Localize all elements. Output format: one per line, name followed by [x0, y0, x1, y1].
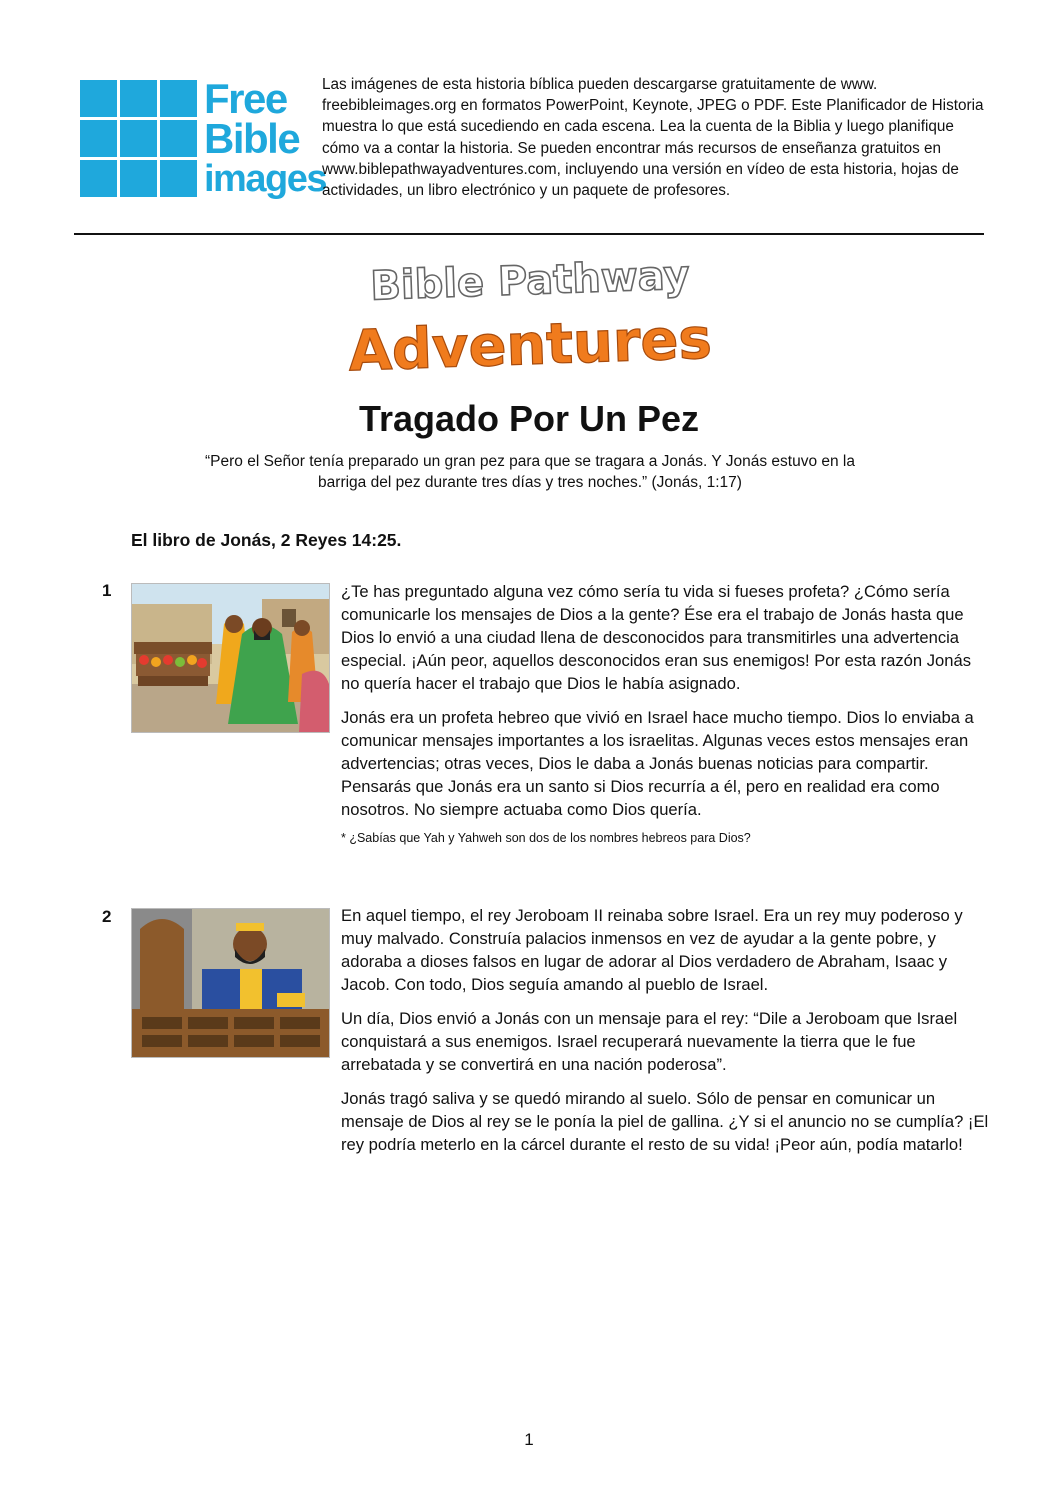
page-title: Tragado Por Un Pez	[358, 398, 700, 439]
scene-1-text	[341, 580, 991, 845]
page-number: 1	[524, 1430, 534, 1449]
logo-word-2: Bible	[204, 115, 300, 162]
scene-2-paragraph: Un día, Dios envió a Jonás con un mensaje para el rey: “Dile a Jeroboam que Israel conquistará a sus enemigos. Israel recuperará nuevamente la tierra que le fue arrebatada y se convertirá en una nación poderosa”.	[341, 1009, 958, 1074]
logo-word-3: images	[204, 158, 326, 200]
scene-2-paragraph: Jonás tragó saliva y se quedó mirando al suelo. Sólo de pensar en comunicar un mensaje de Dios al rey se le ponía la piel de gallina. ¿Y si el anuncio no se cumplía? ¡El rey podría meterlo en la cárcel durante el resto de su vida! ¡Peor aún, podía matarlo!	[341, 1089, 989, 1154]
scene-1-note: * ¿Sabías que Yah y Yahweh son dos de los nombres hebreos para Dios?	[341, 831, 751, 845]
intro-text: Las imágenes de esta historia bíblica pueden descargarse gratuitamente de www. freebibleimages.org en formatos PowerPoint, Keynote, JPEG o PDF. Este Planificador de Historia muestra lo que está sucediendo en cada escena. Lea la cuenta de la Biblia y luego planifique cómo va a contar la historia. Se pueden encontrar más recursos de enseñanza gratuitos en www.biblepathwayadventures.com, incluyendo una versión en vídeo de esta historia, hojas de actividades, un libro electrónico y un paquete de profesores.	[322, 76, 984, 200]
scripture-reference: El libro de Jonás, 2 Reyes 14:25.	[131, 530, 402, 550]
header-divider	[74, 233, 984, 235]
brand-line-1: Bible Pathway	[369, 252, 691, 310]
logo-word-1: Free	[204, 75, 287, 122]
scene-1-illustration	[131, 583, 330, 733]
scene-1-paragraph: Jonás era un profeta hebreo que vivió en Israel hace mucho tiempo. Dios lo enviaba a comunicar mensajes importantes a los israelitas. Algunas veces estos mensajes eran advertencias; otras veces, Dios le daba a Jonás buenas noticias para compartir. Pensarás que Jonás era un santo si Dios recurría a él, pero en realidad era como nosotros. No siempre actuaba como Dios quería.	[341, 708, 974, 819]
scene-number: 1	[102, 581, 112, 600]
scene-1-paragraph: ¿Te has preguntado alguna vez cómo sería tu vida si fueses profeta? ¿Cómo sería comunicarle los mensajes de Dios a la gente? Ése era el trabajo de Jonás hasta que Dios lo envió a una ciudad llena de desconocidos para transmitirles una advertencia especial. ¡Aún peor, aquellos desconocidos eran sus enemigos! Por esta razón Jonás no quería hacer el trabajo que Dios le había asignado.	[341, 582, 972, 693]
brand-line-2: Adventures	[347, 306, 713, 384]
scene-2-paragraph: En aquel tiempo, el rey Jeroboam II reinaba sobre Israel. Era un rey muy poderoso y muy malvado. Construía palacios inmensos en vez de ayudar a la gente pobre, y adoraba a dioses falsos en lugar de adorar al Dios verdadero de Abraham, Isaac y Jacob. Con todo, Dios seguía amando al pueblo de Israel.	[341, 906, 963, 994]
scene-number: 2	[102, 907, 112, 926]
free-bible-images-logo	[80, 75, 326, 202]
bible-pathway-adventures-logo	[340, 252, 720, 384]
scene-2-illustration	[131, 908, 330, 1058]
logo-grid-icon	[80, 80, 198, 198]
scene-2-text	[341, 904, 991, 1156]
scripture-quote: “Pero el Señor tenía preparado un gran pez para que se tragara a Jonás. Y Jonás estuvo en la barriga del pez durante tres días y tres noches.” (Jonás, 1:17)	[204, 453, 855, 491]
